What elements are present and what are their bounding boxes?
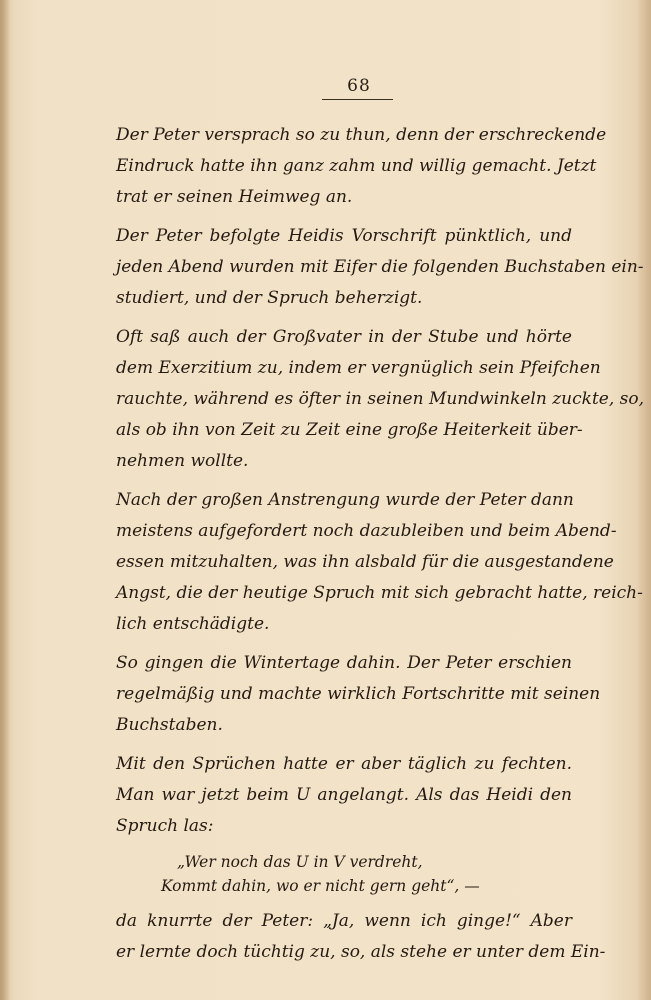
text-line: Mit den Sprüchen hatte er aber täglich zu fechten. bbox=[116, 754, 572, 774]
page-number: 68 bbox=[347, 76, 371, 96]
text-line: Man war jetzt beim U angelangt. Als das Heidi den bbox=[116, 785, 572, 805]
text-line: rauchte, während es öfter in seinen Mundwinkeln zuckte, so, bbox=[116, 389, 645, 409]
text-line: lich entschädigte. bbox=[116, 614, 270, 634]
text-line: Buchstaben. bbox=[116, 715, 223, 735]
text-line: meistens aufgefordert noch dazubleiben und beim Abend- bbox=[116, 521, 617, 541]
text-line: studiert, und der Spruch beherzigt. bbox=[116, 288, 423, 308]
text-line: So gingen die Wintertage dahin. Der Peter erschien bbox=[116, 653, 572, 673]
text-line: Nach der großen Anstrengung wurde der Peter dann bbox=[116, 490, 574, 510]
text-line: da knurrte der Peter: „Ja, wenn ich ginge!“ Aber bbox=[116, 911, 572, 931]
text-line: trat er seinen Heimweg an. bbox=[116, 187, 353, 207]
text-line: Der Peter versprach so zu thun, denn der erschreckende bbox=[116, 125, 607, 145]
text-line: Der Peter befolgte Heidis Vorschrift pünktlich, und bbox=[116, 226, 572, 246]
text-line: er lernte doch tüchtig zu, so, als stehe er unter dem Ein- bbox=[116, 942, 606, 962]
verse-line: „Wer noch das U in V verdreht, bbox=[177, 853, 423, 871]
text-line: nehmen wollte. bbox=[116, 451, 249, 471]
text-line: dem Exerzitium zu, indem er vergnüglich sein Pfeifchen bbox=[116, 358, 601, 378]
text-line: jeden Abend wurden mit Eifer die folgenden Buchstaben ein- bbox=[116, 257, 644, 277]
text-line: essen mitzuhalten, was ihn alsbald für die ausgestandene bbox=[116, 552, 614, 572]
body-text bbox=[116, 120, 645, 968]
spine-shadow bbox=[0, 0, 10, 1000]
text-line: regelmäßig und machte wirklich Fortschritte mit seinen bbox=[116, 684, 601, 704]
text-line: Oft saß auch der Großvater in der Stube und hörte bbox=[116, 327, 572, 347]
text-line: als ob ihn von Zeit zu Zeit eine große Heiterkeit über- bbox=[116, 420, 583, 440]
verse-line: Kommt dahin, wo er nicht gern geht“, — bbox=[161, 877, 480, 895]
page-number-rule bbox=[322, 99, 393, 100]
text-line: Spruch las: bbox=[116, 816, 214, 836]
text-line: Angst, die der heutige Spruch mit sich gebracht hatte, reich- bbox=[116, 583, 643, 603]
text-line: Eindruck hatte ihn ganz zahm und willig gemacht. Jetzt bbox=[116, 156, 597, 176]
